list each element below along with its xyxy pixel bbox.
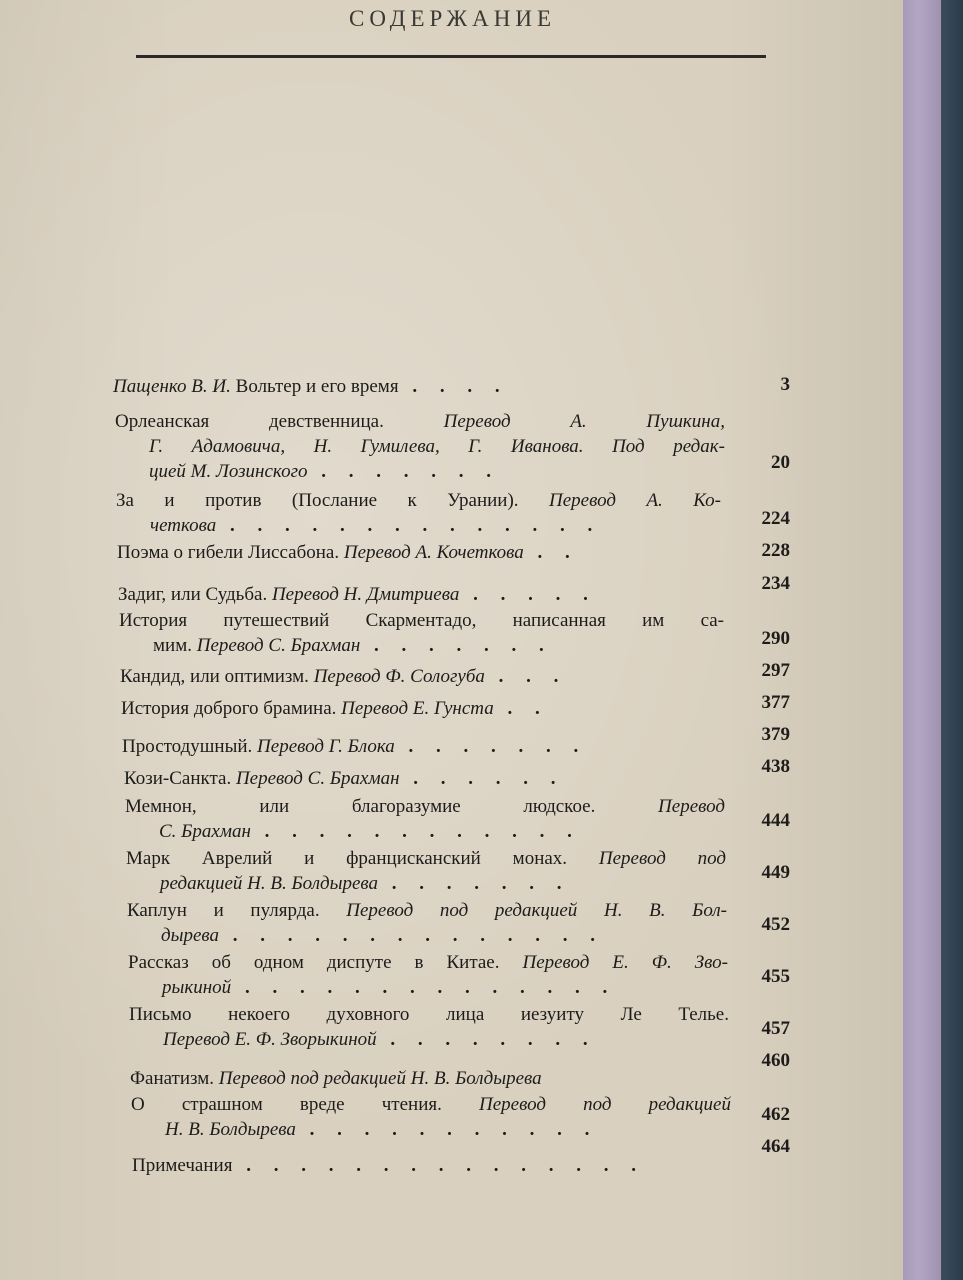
work-title-text: Примечания xyxy=(132,1155,233,1176)
toc-entry-line xyxy=(118,582,723,607)
toc-entry xyxy=(116,488,721,538)
translator-text: Перевод С. Брахман xyxy=(196,635,361,656)
page-number: 290 xyxy=(761,628,790,649)
toc-entry xyxy=(128,950,728,1000)
toc-entry xyxy=(127,898,727,948)
translator-text: Перевод А. Кочеткова xyxy=(343,542,524,563)
leader-dots: . . . . . . . . xyxy=(376,1029,597,1050)
translator-text: Перевод А. Ко- xyxy=(549,490,721,511)
toc-entry-line xyxy=(116,488,721,513)
toc-entry-line xyxy=(132,1153,732,1178)
page-number: 234 xyxy=(761,573,790,594)
translator-text: цией М. Лозинского xyxy=(149,461,308,482)
toc-entry-line xyxy=(124,766,729,791)
translator-text: Пащенко В. И. xyxy=(113,376,231,397)
toc-entry xyxy=(121,696,726,721)
toc-entry-line xyxy=(130,1066,730,1091)
translator-text: редакцией Н. В. Болдырева xyxy=(160,873,379,894)
toc-entry-line xyxy=(128,950,728,975)
page-number: 20 xyxy=(771,452,790,473)
toc-entry-line xyxy=(125,794,725,819)
work-title-text: Рассказ об одном диспуте в Китае. xyxy=(128,952,523,973)
page-number: 462 xyxy=(761,1104,790,1125)
page-number: 460 xyxy=(761,1050,790,1071)
toc-entry xyxy=(113,374,713,399)
toc-entry xyxy=(124,766,729,791)
work-title-text: мим. xyxy=(153,635,197,656)
page-number: 444 xyxy=(761,810,790,831)
translator-text: Перевод Е. Ф. Зворыкиной xyxy=(163,1029,377,1050)
toc-entry-line xyxy=(119,608,724,633)
translator-text: Перевод под редакцией Н. В. Болдырева xyxy=(218,1068,542,1089)
book-cover-edge xyxy=(941,0,963,1280)
leader-dots: . . . . . . . xyxy=(360,635,553,656)
toc-entry-line xyxy=(127,923,727,948)
toc-entry-line xyxy=(115,459,725,484)
work-title-text: Орлеанская девственница. xyxy=(115,411,444,432)
translator-text: дырева xyxy=(161,925,220,946)
page-number: 455 xyxy=(761,966,790,987)
work-title-text: Письмо некоего духовного лица иезуиту Ле Телье. xyxy=(129,1004,729,1025)
toc-entry-line xyxy=(120,664,725,689)
leader-dots: . . . . xyxy=(398,376,509,397)
work-title-text: Каплун и пулярда. xyxy=(127,900,347,921)
leader-dots: . . . . . . . xyxy=(394,736,588,757)
toc-entry-line xyxy=(125,819,725,844)
translator-text: рыкиной xyxy=(162,977,232,998)
page-number: 449 xyxy=(761,862,790,883)
leader-dots: . . . . . . . . . . . xyxy=(295,1119,599,1140)
toc-entry-line xyxy=(113,374,713,399)
translator-text: Перевод С. Брахман xyxy=(235,768,400,789)
toc-entry xyxy=(131,1092,731,1142)
page-edge xyxy=(903,0,941,1280)
leader-dots: . . . . . . . xyxy=(307,461,500,482)
toc-entry-line xyxy=(128,975,728,1000)
toc-entry-line xyxy=(116,513,721,538)
translator-text: Перевод Н. Дмитриева xyxy=(271,584,460,605)
page-number: 438 xyxy=(761,756,790,777)
translator-text: Н. В. Болдырева xyxy=(165,1119,296,1140)
translator-text: Перевод под редакцией Н. В. Бол- xyxy=(346,900,727,921)
toc-entry xyxy=(117,540,722,565)
toc-entry-line xyxy=(129,1002,729,1027)
page-title: СОДЕРЖАНИЕ xyxy=(348,6,556,31)
toc-entry-line xyxy=(121,696,726,721)
toc-entry-line xyxy=(119,633,724,658)
page-number: 377 xyxy=(761,692,790,713)
leader-dots: . . . . . xyxy=(459,584,597,605)
page-number: 297 xyxy=(761,660,790,681)
leader-dots: . . . . . . . . . . . . . . xyxy=(219,925,605,946)
toc-entry-line xyxy=(122,734,727,759)
toc-entry xyxy=(122,734,727,759)
work-title-text: За и против (Послание к Урании). xyxy=(116,490,550,511)
page-number: 379 xyxy=(761,724,790,745)
toc-entry-line xyxy=(126,846,726,871)
translator-text: Перевод под редакцией xyxy=(479,1094,731,1115)
translator-text: Г. Адамовича, Н. Гумилева, Г. Иванова. Под редак- xyxy=(149,436,725,457)
toc-entry xyxy=(132,1153,732,1178)
toc-entry-line xyxy=(115,409,725,434)
work-title-text: О страшном вреде чтения. xyxy=(131,1094,480,1115)
leader-dots: . . . xyxy=(484,666,568,687)
leader-dots: . . . . . . . . . . . . . . . xyxy=(232,1155,645,1176)
translator-text: Перевод Е. Ф. Зво- xyxy=(522,952,729,973)
translator-text: четкова xyxy=(150,515,217,536)
toc-entry xyxy=(130,1066,730,1091)
toc-entry-line xyxy=(129,1027,729,1052)
toc-entry xyxy=(126,846,726,896)
toc-entry-line xyxy=(126,871,726,896)
work-title-text: Простодушный. xyxy=(122,736,258,757)
page-number: 457 xyxy=(761,1018,790,1039)
toc-entry-line xyxy=(115,434,725,459)
toc-entry-line xyxy=(117,540,722,565)
page-number: 452 xyxy=(761,914,790,935)
work-title-text: Кози-Санкта. xyxy=(124,768,236,789)
page-number: 464 xyxy=(761,1136,790,1157)
toc-entry xyxy=(118,582,723,607)
work-title-text: Мемнон, или благоразумие людское. xyxy=(125,796,659,817)
work-title-text: Марк Аврелий и францисканский монах. xyxy=(126,848,599,869)
toc-entry-line xyxy=(131,1117,731,1142)
page-number: 224 xyxy=(761,508,790,529)
translator-text: С. Брахман xyxy=(159,821,251,842)
toc-entry-line xyxy=(127,898,727,923)
translator-text: Перевод Е. Гунста xyxy=(341,698,494,719)
toc-entry xyxy=(120,664,725,689)
toc-entry xyxy=(115,409,725,484)
work-title-text: Поэма о гибели Лиссабона. xyxy=(117,542,344,563)
translator-text: Перевод Ф. Сологуба xyxy=(313,666,485,687)
toc-entry xyxy=(119,608,724,658)
leader-dots: . . . . . . . . . . . . . . xyxy=(216,515,602,536)
work-title-text: Задиг, или Судьба. xyxy=(118,584,272,605)
toc-entry xyxy=(125,794,725,844)
translator-text: Перевод под xyxy=(598,848,726,869)
translator-text: Перевод А. Пушкина, xyxy=(443,411,725,432)
work-title-text: Фанатизм. xyxy=(130,1068,219,1089)
toc-entry xyxy=(129,1002,729,1052)
leader-dots: . . . . . . . . . . . . xyxy=(250,821,581,842)
page-number: 228 xyxy=(761,540,790,561)
page-number: 3 xyxy=(780,374,790,395)
leader-dots: . . . . . . xyxy=(399,768,565,789)
translator-text: Перевод xyxy=(658,796,725,817)
leader-dots: . . xyxy=(523,542,579,563)
work-title-text: История путешествий Скарментадо, написанная им са- xyxy=(119,610,724,631)
leader-dots: . . . . . . . . . . . . . . xyxy=(231,977,617,998)
work-title-text: История доброго брамина. xyxy=(121,698,342,719)
toc-entry-line xyxy=(131,1092,731,1117)
work-title-text: Кандид, или оптимизм. xyxy=(120,666,314,687)
leader-dots: . . xyxy=(493,698,549,719)
work-title-text: Вольтер и его время xyxy=(230,376,399,397)
translator-text: Перевод Г. Блока xyxy=(257,736,395,757)
leader-dots: . . . . . . . xyxy=(378,873,571,894)
